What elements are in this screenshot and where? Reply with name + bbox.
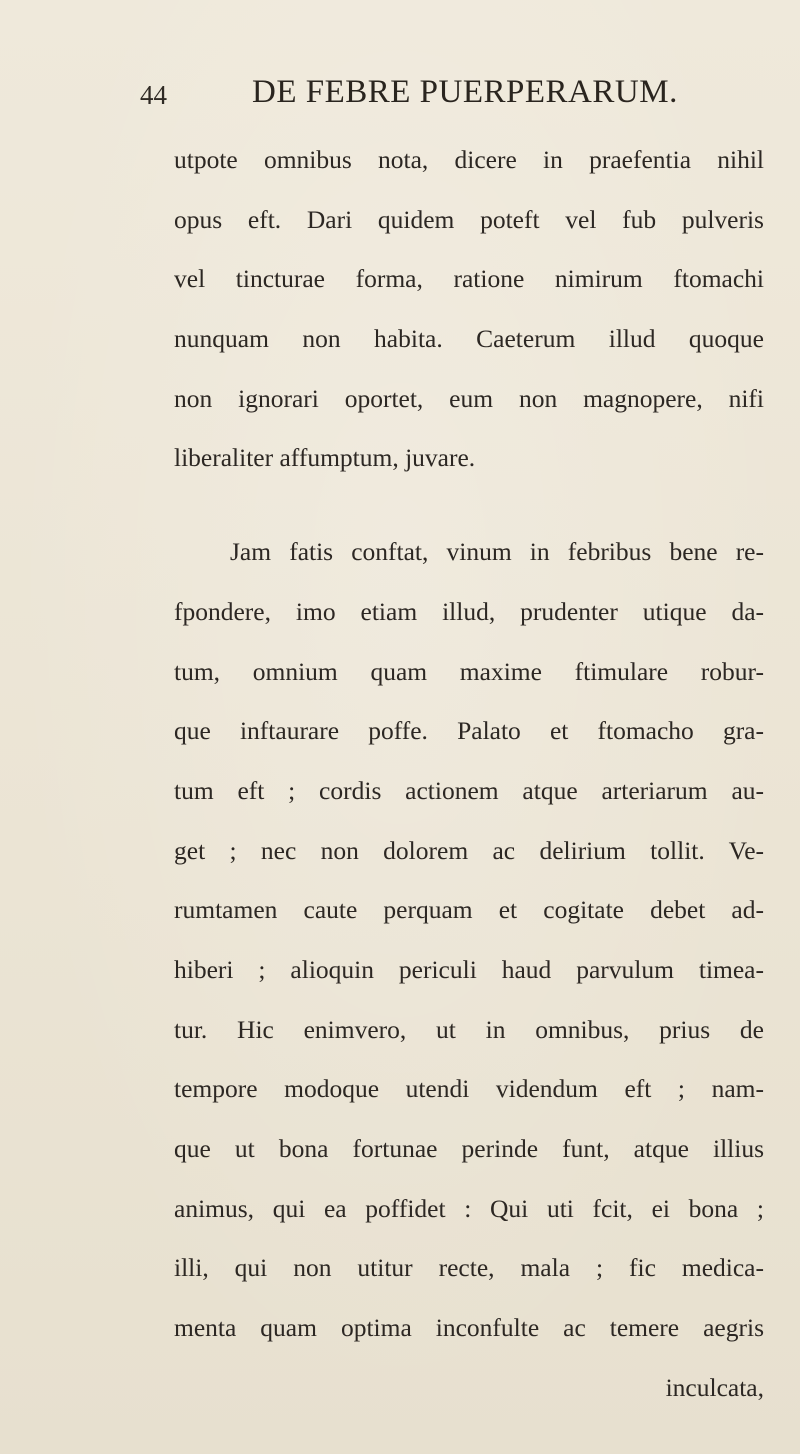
paragraph-2 [174, 522, 764, 1358]
text-line: tum eft ; cordis actionem atque arteriarum au- [174, 775, 764, 805]
text-line: vel tincturae forma, ratione nimirum ftomachi [174, 264, 764, 294]
text-line: tum, omnium quam maxime ftimulare robur- [174, 656, 764, 686]
catchword: inculcata, [665, 1372, 764, 1402]
paragraph-1 [174, 130, 764, 488]
text-line: hiberi ; alioquin periculi haud parvulum timea- [174, 954, 764, 984]
text-line: liberaliter affumptum, juvare. [174, 443, 476, 473]
running-head: DE FEBRE PUERPERARUM. [252, 74, 678, 110]
text-line: nunquam non habita. Caeterum illud quoque [174, 324, 764, 354]
page-number: 44 [140, 80, 167, 110]
text-line: rumtamen caute perquam et cogitate debet ad- [174, 895, 764, 925]
page-header [140, 70, 760, 120]
paragraph-gap [174, 488, 764, 522]
text-line: get ; nec non dolorem ac delirium tollit. Ve- [174, 835, 764, 865]
text-line: fpondere, imo etiam illud, prudenter utique da- [174, 596, 764, 626]
text-line: animus, qui ea poffidet : Qui uti fcit, ei bona ; [174, 1193, 764, 1223]
text-line: opus eft. Dari quidem poteft vel fub pulveris [174, 204, 764, 234]
text-line: illi, qui non utitur recte, mala ; fic medica- [174, 1253, 764, 1283]
text-line: non ignorari oportet, eum non magnopere, nifi [174, 383, 764, 413]
text-line: tur. Hic enimvero, ut in omnibus, prius de [174, 1014, 764, 1044]
text-line: que inftaurare poffe. Palato et ftomacho gra- [174, 716, 764, 746]
text-line: tempore modoque utendi videndum eft ; nam- [174, 1074, 764, 1104]
body-text [174, 130, 764, 1417]
text-line: Jam fatis conftat, vinum in febribus bene re- [230, 537, 764, 567]
text-line: menta quam optima inconfulte ac temere aegris [174, 1313, 764, 1343]
text-line: que ut bona fortunae perinde funt, atque illius [174, 1134, 764, 1163]
text-line: utpote omnibus nota, dicere in praefentia nihil [174, 145, 764, 174]
